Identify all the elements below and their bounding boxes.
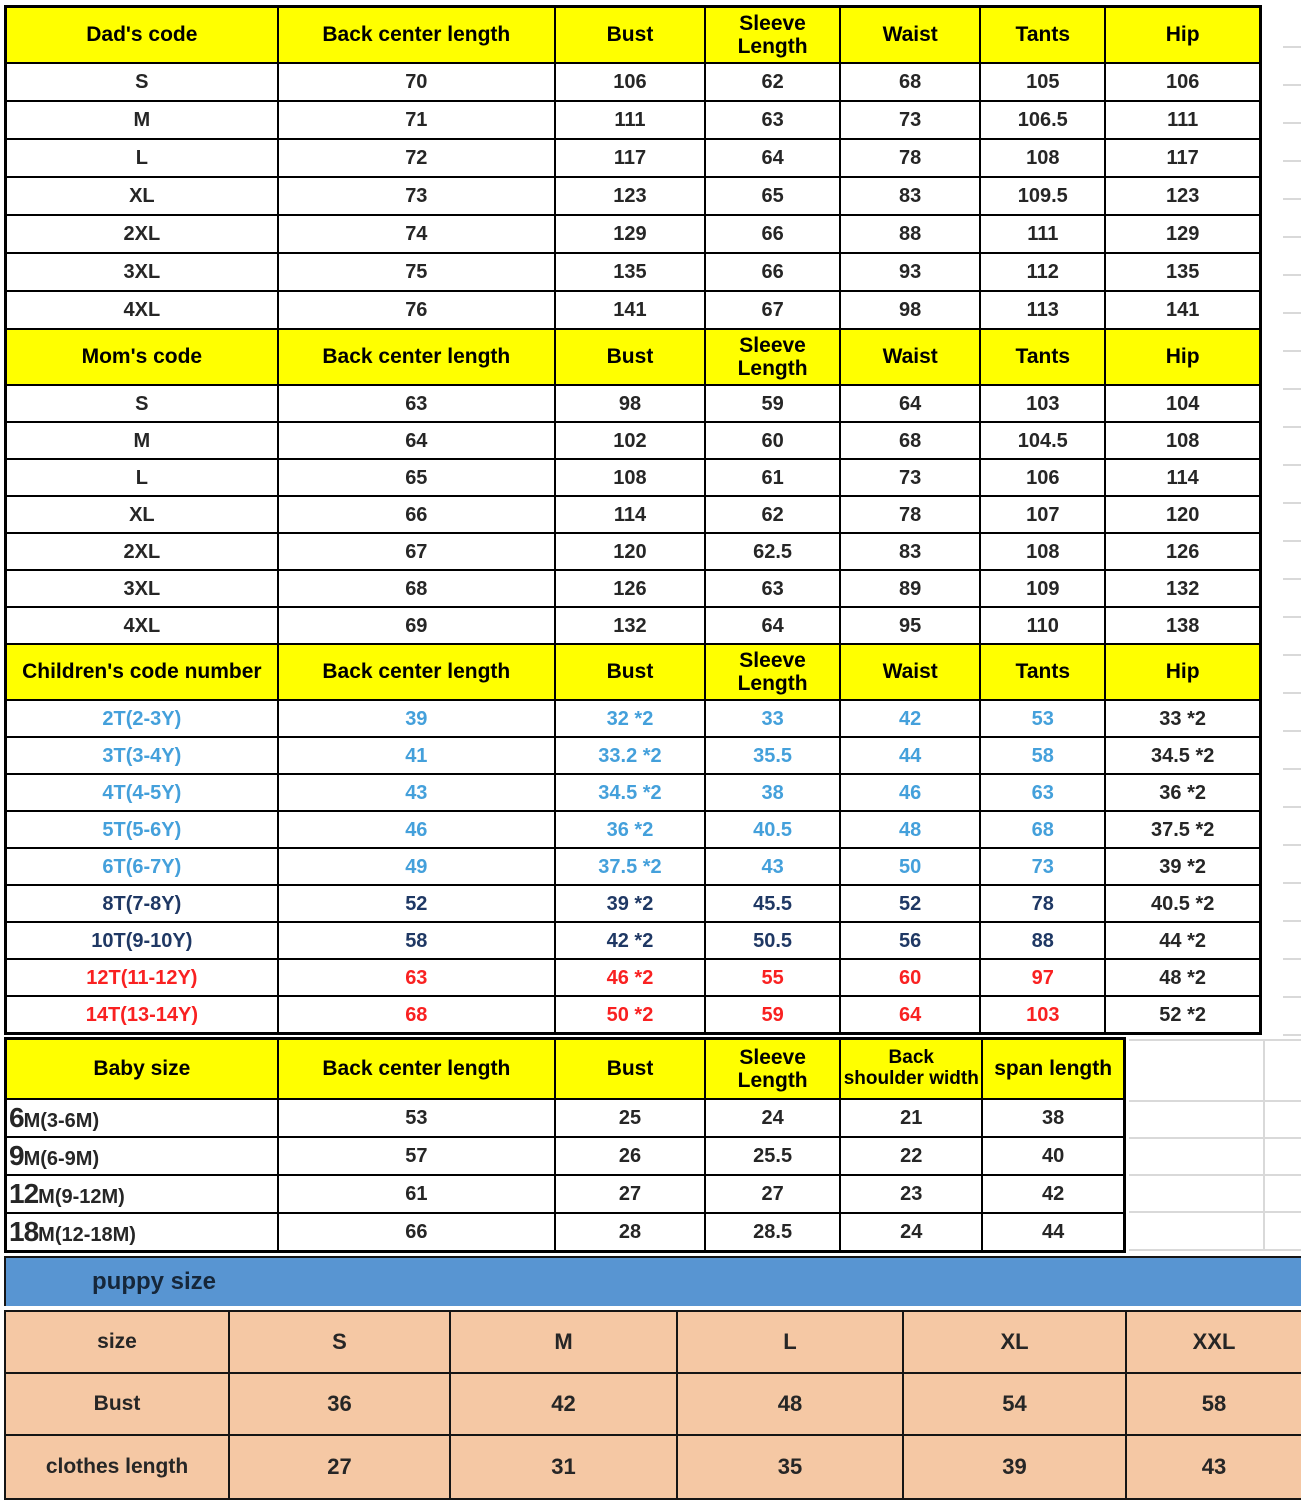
dad-value-cell: 129 bbox=[555, 215, 705, 253]
mom-value-cell: 68 bbox=[278, 570, 555, 607]
puppy-value-cell: 31 bbox=[450, 1435, 677, 1499]
baby-value-cell: 22 bbox=[840, 1137, 982, 1175]
puppy-value-cell: 27 bbox=[229, 1435, 450, 1499]
children-value-cell: 50.5 bbox=[705, 922, 840, 959]
mom-value-cell: 114 bbox=[555, 496, 705, 533]
baby-size-label-rest: M(9-12M) bbox=[38, 1185, 125, 1208]
dad-row-2XL bbox=[6, 215, 1261, 253]
dad-header-row bbox=[6, 7, 1261, 64]
children-value-cell: 53 bbox=[980, 700, 1105, 737]
mom-row-L bbox=[6, 459, 1261, 496]
mom-size-label: M bbox=[6, 422, 278, 459]
mom-value-cell: 104 bbox=[1105, 385, 1260, 422]
baby-size-label bbox=[6, 1099, 278, 1137]
mom-value-cell: 120 bbox=[555, 533, 705, 570]
mom-value-cell: 67 bbox=[278, 533, 555, 570]
children-column-header: Bust bbox=[555, 644, 705, 700]
dad-value-cell: 141 bbox=[1105, 291, 1260, 329]
children-size-label: 5T(5-6Y) bbox=[6, 811, 278, 848]
baby-column-header: span length bbox=[982, 1039, 1124, 1100]
puppy-value-cell: 54 bbox=[903, 1373, 1126, 1435]
dad-value-cell: 129 bbox=[1105, 215, 1260, 253]
dad-size-label: L bbox=[6, 139, 278, 177]
mom-row-XL bbox=[6, 496, 1261, 533]
mom-value-cell: 126 bbox=[555, 570, 705, 607]
dad-value-cell: 66 bbox=[705, 253, 840, 291]
baby-row-12M(9-12M) bbox=[6, 1175, 1125, 1213]
puppy-value-cell: L bbox=[677, 1311, 903, 1373]
children-value-cell: 73 bbox=[980, 848, 1105, 885]
dad-value-cell: 93 bbox=[840, 253, 980, 291]
children-value-cell: 42 *2 bbox=[555, 922, 705, 959]
mom-size-label: L bbox=[6, 459, 278, 496]
baby-size-label-rest: M(6-9M) bbox=[23, 1147, 100, 1170]
baby-value-cell: 25 bbox=[555, 1099, 705, 1137]
dad-value-cell: 62 bbox=[705, 63, 840, 101]
baby-value-cell: 40 bbox=[982, 1137, 1124, 1175]
mom-size-label: XL bbox=[6, 496, 278, 533]
dad-value-cell: 135 bbox=[555, 253, 705, 291]
puppy-value-cell: 36 bbox=[229, 1373, 450, 1435]
children-value-cell: 63 bbox=[980, 774, 1105, 811]
dad-size-label: XL bbox=[6, 177, 278, 215]
children-size-label: 2T(2-3Y) bbox=[6, 700, 278, 737]
puppy-value-cell: 48 bbox=[677, 1373, 903, 1435]
children-value-cell: 50 bbox=[840, 848, 980, 885]
children-value-cell: 40.5 *2 bbox=[1105, 885, 1260, 922]
children-value-cell: 48 bbox=[840, 811, 980, 848]
baby-row-9M(6-9M) bbox=[6, 1137, 1125, 1175]
children-value-cell: 39 *2 bbox=[1105, 848, 1260, 885]
children-size-label: 3T(3-4Y) bbox=[6, 737, 278, 774]
puppy-row-size bbox=[5, 1311, 1301, 1373]
dad-value-cell: 117 bbox=[1105, 139, 1260, 177]
mom-column-header: Tants bbox=[980, 329, 1105, 385]
children-size-label: 14T(13-14Y) bbox=[6, 996, 278, 1034]
puppy-value-cell: XL bbox=[903, 1311, 1126, 1373]
dad-value-cell: 111 bbox=[980, 215, 1105, 253]
baby-column-header: Back center length bbox=[278, 1039, 555, 1100]
children-value-cell: 32 *2 bbox=[555, 700, 705, 737]
dad-value-cell: 73 bbox=[840, 101, 980, 139]
mom-value-cell: 107 bbox=[980, 496, 1105, 533]
dad-value-cell: 111 bbox=[555, 101, 705, 139]
mom-value-cell: 73 bbox=[840, 459, 980, 496]
dad-value-cell: 108 bbox=[980, 139, 1105, 177]
children-size-label: 4T(4-5Y) bbox=[6, 774, 278, 811]
spreadsheet-ghost-cells bbox=[1129, 1039, 1301, 1253]
baby-size-big-number: 18 bbox=[9, 1215, 39, 1247]
puppy-value-cell: 58 bbox=[1126, 1373, 1301, 1435]
children-column-header: Children's code number bbox=[6, 644, 278, 700]
dad-size-label: 4XL bbox=[6, 291, 278, 329]
mom-value-cell: 103 bbox=[980, 385, 1105, 422]
children-size-label: 10T(9-10Y) bbox=[6, 922, 278, 959]
children-value-cell: 36 *2 bbox=[1105, 774, 1260, 811]
puppy-size-band bbox=[4, 1256, 1301, 1306]
dad-value-cell: 105 bbox=[980, 63, 1105, 101]
mom-value-cell: 64 bbox=[840, 385, 980, 422]
grid-line bbox=[1129, 1039, 1301, 1041]
baby-size-table bbox=[4, 1037, 1126, 1253]
dad-row-4XL bbox=[6, 291, 1261, 329]
dad-value-cell: 106 bbox=[1105, 63, 1260, 101]
puppy-value-cell: 39 bbox=[903, 1435, 1126, 1499]
dad-value-cell: 63 bbox=[705, 101, 840, 139]
mom-value-cell: 106 bbox=[980, 459, 1105, 496]
baby-header-row bbox=[6, 1039, 1125, 1100]
children-value-cell: 45.5 bbox=[705, 885, 840, 922]
mom-value-cell: 66 bbox=[278, 496, 555, 533]
children-header-row bbox=[6, 644, 1261, 700]
puppy-value-cell: 42 bbox=[450, 1373, 677, 1435]
children-value-cell: 52 *2 bbox=[1105, 996, 1260, 1034]
mom-value-cell: 63 bbox=[278, 385, 555, 422]
children-value-cell: 33 *2 bbox=[1105, 700, 1260, 737]
baby-row-18M(12-18M) bbox=[6, 1213, 1125, 1252]
grid-line bbox=[1129, 1174, 1301, 1176]
dad-row-M bbox=[6, 101, 1261, 139]
children-row-2T(2-3Y) bbox=[6, 700, 1261, 737]
dad-value-cell: 67 bbox=[705, 291, 840, 329]
dad-value-cell: 64 bbox=[705, 139, 840, 177]
children-value-cell: 58 bbox=[980, 737, 1105, 774]
dad-value-cell: 68 bbox=[840, 63, 980, 101]
children-value-cell: 52 bbox=[278, 885, 555, 922]
children-row-6T(6-7Y) bbox=[6, 848, 1261, 885]
mom-value-cell: 108 bbox=[555, 459, 705, 496]
baby-value-cell: 38 bbox=[982, 1099, 1124, 1137]
mom-value-cell: 108 bbox=[1105, 422, 1260, 459]
mom-value-cell: 95 bbox=[840, 607, 980, 644]
baby-value-cell: 61 bbox=[278, 1175, 555, 1213]
baby-value-cell: 25.5 bbox=[705, 1137, 840, 1175]
dad-column-header: Waist bbox=[840, 7, 980, 64]
dad-size-label: M bbox=[6, 101, 278, 139]
dad-value-cell: 78 bbox=[840, 139, 980, 177]
children-column-header: Back center length bbox=[278, 644, 555, 700]
dad-column-header: Tants bbox=[980, 7, 1105, 64]
dad-row-3XL bbox=[6, 253, 1261, 291]
dad-value-cell: 65 bbox=[705, 177, 840, 215]
children-value-cell: 43 bbox=[705, 848, 840, 885]
children-value-cell: 46 bbox=[278, 811, 555, 848]
mom-value-cell: 89 bbox=[840, 570, 980, 607]
puppy-value-cell: 35 bbox=[677, 1435, 903, 1499]
puppy-value-cell: 43 bbox=[1126, 1435, 1301, 1499]
mom-value-cell: 126 bbox=[1105, 533, 1260, 570]
children-value-cell: 46 *2 bbox=[555, 959, 705, 996]
mom-value-cell: 120 bbox=[1105, 496, 1260, 533]
children-value-cell: 34.5 *2 bbox=[555, 774, 705, 811]
mom-row-S bbox=[6, 385, 1261, 422]
grid-line bbox=[1129, 1137, 1301, 1139]
baby-size-label-rest: M(12-18M) bbox=[38, 1223, 136, 1246]
mom-value-cell: 78 bbox=[840, 496, 980, 533]
baby-value-cell: 27 bbox=[705, 1175, 840, 1213]
baby-size-label bbox=[6, 1137, 278, 1175]
dad-value-cell: 70 bbox=[278, 63, 555, 101]
baby-value-cell: 66 bbox=[278, 1213, 555, 1252]
baby-column-header: Bust bbox=[555, 1039, 705, 1100]
dad-value-cell: 117 bbox=[555, 139, 705, 177]
mom-value-cell: 102 bbox=[555, 422, 705, 459]
dad-value-cell: 76 bbox=[278, 291, 555, 329]
dad-value-cell: 83 bbox=[840, 177, 980, 215]
children-value-cell: 52 bbox=[840, 885, 980, 922]
children-value-cell: 39 *2 bbox=[555, 885, 705, 922]
baby-value-cell: 53 bbox=[278, 1099, 555, 1137]
mom-column-header: Bust bbox=[555, 329, 705, 385]
baby-value-cell: 57 bbox=[278, 1137, 555, 1175]
mom-value-cell: 132 bbox=[555, 607, 705, 644]
grid-line bbox=[1263, 1039, 1265, 1251]
children-value-cell: 35.5 bbox=[705, 737, 840, 774]
children-value-cell: 33.2 *2 bbox=[555, 737, 705, 774]
baby-value-cell: 23 bbox=[840, 1175, 982, 1213]
dad-value-cell: 141 bbox=[555, 291, 705, 329]
baby-value-cell: 28 bbox=[555, 1213, 705, 1252]
spreadsheet-gridline-strip bbox=[1283, 10, 1301, 1038]
children-value-cell: 44 bbox=[840, 737, 980, 774]
children-row-14T(13-14Y) bbox=[6, 996, 1261, 1034]
children-value-cell: 42 bbox=[840, 700, 980, 737]
dad-column-header: Hip bbox=[1105, 7, 1260, 64]
children-value-cell: 59 bbox=[705, 996, 840, 1034]
mom-value-cell: 109 bbox=[980, 570, 1105, 607]
children-column-header: Sleeve Length bbox=[705, 644, 840, 700]
children-value-cell: 64 bbox=[840, 996, 980, 1034]
mom-value-cell: 98 bbox=[555, 385, 705, 422]
mom-column-header: Waist bbox=[840, 329, 980, 385]
children-value-cell: 50 *2 bbox=[555, 996, 705, 1034]
children-value-cell: 103 bbox=[980, 996, 1105, 1034]
puppy-value-cell: XXL bbox=[1126, 1311, 1301, 1373]
children-value-cell: 37.5 *2 bbox=[1105, 811, 1260, 848]
puppy-row-Bust bbox=[5, 1373, 1301, 1435]
mom-value-cell: 65 bbox=[278, 459, 555, 496]
dad-value-cell: 98 bbox=[840, 291, 980, 329]
baby-value-cell: 28.5 bbox=[705, 1213, 840, 1252]
dad-size-label: S bbox=[6, 63, 278, 101]
grid-line bbox=[1129, 1211, 1301, 1213]
mom-value-cell: 114 bbox=[1105, 459, 1260, 496]
dad-value-cell: 75 bbox=[278, 253, 555, 291]
baby-value-cell: 27 bbox=[555, 1175, 705, 1213]
mom-value-cell: 138 bbox=[1105, 607, 1260, 644]
baby-size-label bbox=[6, 1175, 278, 1213]
dad-value-cell: 111 bbox=[1105, 101, 1260, 139]
mom-value-cell: 83 bbox=[840, 533, 980, 570]
dad-value-cell: 135 bbox=[1105, 253, 1260, 291]
mom-size-label: S bbox=[6, 385, 278, 422]
dad-value-cell: 113 bbox=[980, 291, 1105, 329]
mom-value-cell: 64 bbox=[278, 422, 555, 459]
mom-value-cell: 69 bbox=[278, 607, 555, 644]
mom-column-header: Back center length bbox=[278, 329, 555, 385]
baby-value-cell: 26 bbox=[555, 1137, 705, 1175]
dad-column-header: Sleeve Length bbox=[705, 7, 840, 64]
dad-size-label: 3XL bbox=[6, 253, 278, 291]
puppy-row-label: Bust bbox=[5, 1373, 229, 1435]
children-value-cell: 49 bbox=[278, 848, 555, 885]
children-value-cell: 46 bbox=[840, 774, 980, 811]
children-value-cell: 36 *2 bbox=[555, 811, 705, 848]
baby-column-header: Baby size bbox=[6, 1039, 278, 1100]
mom-value-cell: 62 bbox=[705, 496, 840, 533]
mom-value-cell: 110 bbox=[980, 607, 1105, 644]
dad-value-cell: 66 bbox=[705, 215, 840, 253]
dad-value-cell: 73 bbox=[278, 177, 555, 215]
children-value-cell: 48 *2 bbox=[1105, 959, 1260, 996]
children-value-cell: 55 bbox=[705, 959, 840, 996]
children-value-cell: 63 bbox=[278, 959, 555, 996]
children-value-cell: 43 bbox=[278, 774, 555, 811]
children-size-label: 8T(7-8Y) bbox=[6, 885, 278, 922]
mom-size-label: 2XL bbox=[6, 533, 278, 570]
puppy-row-label: size bbox=[5, 1311, 229, 1373]
dad-value-cell: 71 bbox=[278, 101, 555, 139]
mom-size-label: 3XL bbox=[6, 570, 278, 607]
dad-value-cell: 74 bbox=[278, 215, 555, 253]
children-value-cell: 68 bbox=[980, 811, 1105, 848]
mom-value-cell: 108 bbox=[980, 533, 1105, 570]
baby-size-label-rest: M(3-6M) bbox=[23, 1109, 100, 1132]
children-value-cell: 39 bbox=[278, 700, 555, 737]
baby-size-label bbox=[6, 1213, 278, 1252]
baby-column-header: Sleeve Length bbox=[705, 1039, 840, 1100]
puppy-size-title: puppy size bbox=[92, 1268, 217, 1295]
children-column-header: Waist bbox=[840, 644, 980, 700]
baby-value-cell: 42 bbox=[982, 1175, 1124, 1213]
mom-value-cell: 68 bbox=[840, 422, 980, 459]
grid-line bbox=[1129, 1249, 1301, 1251]
children-column-header: Hip bbox=[1105, 644, 1260, 700]
dad-value-cell: 88 bbox=[840, 215, 980, 253]
children-value-cell: 97 bbox=[980, 959, 1105, 996]
dad-value-cell: 123 bbox=[1105, 177, 1260, 215]
baby-value-cell: 44 bbox=[982, 1213, 1124, 1252]
children-value-cell: 38 bbox=[705, 774, 840, 811]
baby-size-big-number: 12 bbox=[9, 1177, 39, 1209]
dad-value-cell: 106.5 bbox=[980, 101, 1105, 139]
mom-value-cell: 132 bbox=[1105, 570, 1260, 607]
grid-line bbox=[1129, 1100, 1301, 1102]
mom-value-cell: 64 bbox=[705, 607, 840, 644]
baby-row-6M(3-6M) bbox=[6, 1099, 1125, 1137]
dad-column-header: Back center length bbox=[278, 7, 555, 64]
children-value-cell: 78 bbox=[980, 885, 1105, 922]
puppy-value-cell: S bbox=[229, 1311, 450, 1373]
children-row-12T(11-12Y) bbox=[6, 959, 1261, 996]
dad-value-cell: 109.5 bbox=[980, 177, 1105, 215]
dad-value-cell: 106 bbox=[555, 63, 705, 101]
children-value-cell: 37.5 *2 bbox=[555, 848, 705, 885]
children-size-label: 12T(11-12Y) bbox=[6, 959, 278, 996]
children-value-cell: 34.5 *2 bbox=[1105, 737, 1260, 774]
dad-value-cell: 112 bbox=[980, 253, 1105, 291]
baby-size-big-number: 9 bbox=[9, 1139, 24, 1171]
mom-value-cell: 60 bbox=[705, 422, 840, 459]
family-size-table bbox=[4, 5, 1262, 1035]
dad-column-header: Dad's code bbox=[6, 7, 278, 64]
dad-row-S bbox=[6, 63, 1261, 101]
mom-value-cell: 61 bbox=[705, 459, 840, 496]
dad-size-label: 2XL bbox=[6, 215, 278, 253]
children-value-cell: 41 bbox=[278, 737, 555, 774]
mom-row-M bbox=[6, 422, 1261, 459]
mom-header-row bbox=[6, 329, 1261, 385]
children-row-3T(3-4Y) bbox=[6, 737, 1261, 774]
puppy-row-clothes length bbox=[5, 1435, 1301, 1499]
mom-row-2XL bbox=[6, 533, 1261, 570]
mom-row-3XL bbox=[6, 570, 1261, 607]
mom-row-4XL bbox=[6, 607, 1261, 644]
children-column-header: Tants bbox=[980, 644, 1105, 700]
baby-size-big-number: 6 bbox=[9, 1101, 24, 1133]
baby-column-header: Back shoulder width bbox=[840, 1039, 982, 1100]
children-row-10T(9-10Y) bbox=[6, 922, 1261, 959]
puppy-value-cell: M bbox=[450, 1311, 677, 1373]
dad-row-L bbox=[6, 139, 1261, 177]
children-value-cell: 33 bbox=[705, 700, 840, 737]
mom-column-header: Mom's code bbox=[6, 329, 278, 385]
children-value-cell: 88 bbox=[980, 922, 1105, 959]
mom-value-cell: 63 bbox=[705, 570, 840, 607]
children-value-cell: 60 bbox=[840, 959, 980, 996]
mom-size-label: 4XL bbox=[6, 607, 278, 644]
children-row-4T(4-5Y) bbox=[6, 774, 1261, 811]
mom-value-cell: 62.5 bbox=[705, 533, 840, 570]
children-value-cell: 40.5 bbox=[705, 811, 840, 848]
children-value-cell: 58 bbox=[278, 922, 555, 959]
dad-row-XL bbox=[6, 177, 1261, 215]
baby-value-cell: 21 bbox=[840, 1099, 982, 1137]
baby-value-cell: 24 bbox=[840, 1213, 982, 1252]
mom-value-cell: 59 bbox=[705, 385, 840, 422]
children-value-cell: 44 *2 bbox=[1105, 922, 1260, 959]
dad-value-cell: 72 bbox=[278, 139, 555, 177]
children-size-label: 6T(6-7Y) bbox=[6, 848, 278, 885]
mom-value-cell: 104.5 bbox=[980, 422, 1105, 459]
children-value-cell: 56 bbox=[840, 922, 980, 959]
mom-column-header: Sleeve Length bbox=[705, 329, 840, 385]
dad-column-header: Bust bbox=[555, 7, 705, 64]
children-row-8T(7-8Y) bbox=[6, 885, 1261, 922]
children-value-cell: 68 bbox=[278, 996, 555, 1034]
dad-value-cell: 123 bbox=[555, 177, 705, 215]
mom-column-header: Hip bbox=[1105, 329, 1260, 385]
puppy-size-table bbox=[4, 1310, 1301, 1500]
children-row-5T(5-6Y) bbox=[6, 811, 1261, 848]
puppy-row-label: clothes length bbox=[5, 1435, 229, 1499]
baby-value-cell: 24 bbox=[705, 1099, 840, 1137]
